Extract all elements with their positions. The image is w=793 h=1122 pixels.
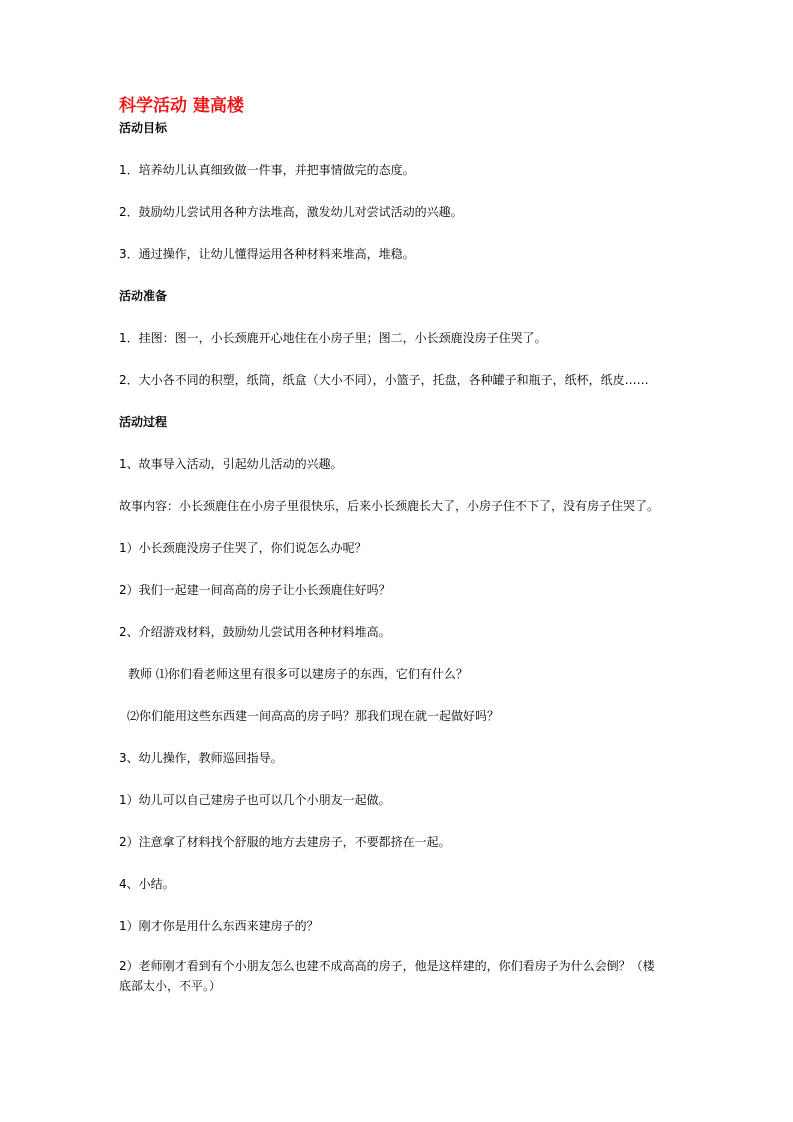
process-question-2: 2）我们一起建一间高高的房子让小长颈鹿住好吗？ bbox=[119, 583, 391, 597]
teacher-question-2: ⑵你们能用这些东西建一间高高的房子吗？那我们现在就一起做好吗？ bbox=[127, 709, 500, 723]
goal-item-2: 2．鼓励幼儿尝试用各种方法堆高，激发幼儿对尝试活动的兴趣。 bbox=[119, 205, 463, 219]
operation-note-1: 1）幼儿可以自己建房子也可以几个小朋友一起做。 bbox=[119, 793, 391, 807]
story-content: 故事内容：小长颈鹿住在小房子里很快乐，后来小长颈鹿长大了，小房子住不下了，没有房子住哭了。 bbox=[119, 499, 660, 513]
operation-note-2: 2）注意拿了材料找个舒服的地方去建房子，不要都挤在一起。 bbox=[119, 835, 451, 849]
preparation-item-2: 2．大小各不同的积塑，纸筒，纸盒（大小不同），小篮子，托盘，各种罐子和瓶子，纸杯，纸皮…… bbox=[119, 373, 649, 387]
process-step-2: 2、介绍游戏材料，鼓励幼儿尝试用各种材料堆高。 bbox=[119, 625, 391, 639]
process-step-4: 4、小结。 bbox=[119, 877, 175, 891]
process-step-3: 3、幼儿操作，教师巡回指导。 bbox=[119, 751, 283, 765]
process-question-1: 1）小长颈鹿没房子住哭了，你们说怎么办呢？ bbox=[119, 541, 367, 555]
preparation-item-1: 1．挂图：图一，小长颈鹿开心地住在小房子里；图二，小长颈鹿没房子住哭了。 bbox=[119, 331, 547, 345]
document-content bbox=[119, 96, 679, 996]
summary-question-1: 1）刚才你是用什么东西来建房子的？ bbox=[119, 919, 319, 933]
teacher-question-1: 教师 ⑴你们看老师这里有很多可以建房子的东西，它们有什么？ bbox=[128, 667, 468, 681]
summary-question-2: 2）老师刚才看到有个小朋友怎么也建不成高高的房子，他是这样建的，你们看房子为什么会倒？（楼底部太小，不平。） bbox=[119, 959, 655, 993]
goal-item-1: 1．培养幼儿认真细致做一件事，并把事情做完的态度。 bbox=[119, 163, 415, 177]
process-heading: 活动过程 bbox=[119, 415, 168, 429]
goals-heading: 活动目标 bbox=[119, 121, 168, 135]
document-title: 科学活动 建高楼 bbox=[119, 96, 244, 116]
process-step-1: 1、故事导入活动，引起幼儿活动的兴趣。 bbox=[119, 457, 343, 471]
preparation-heading: 活动准备 bbox=[119, 289, 168, 303]
goal-item-3: 3．通过操作，让幼儿懂得运用各种材料来堆高，堆稳。 bbox=[119, 247, 415, 261]
